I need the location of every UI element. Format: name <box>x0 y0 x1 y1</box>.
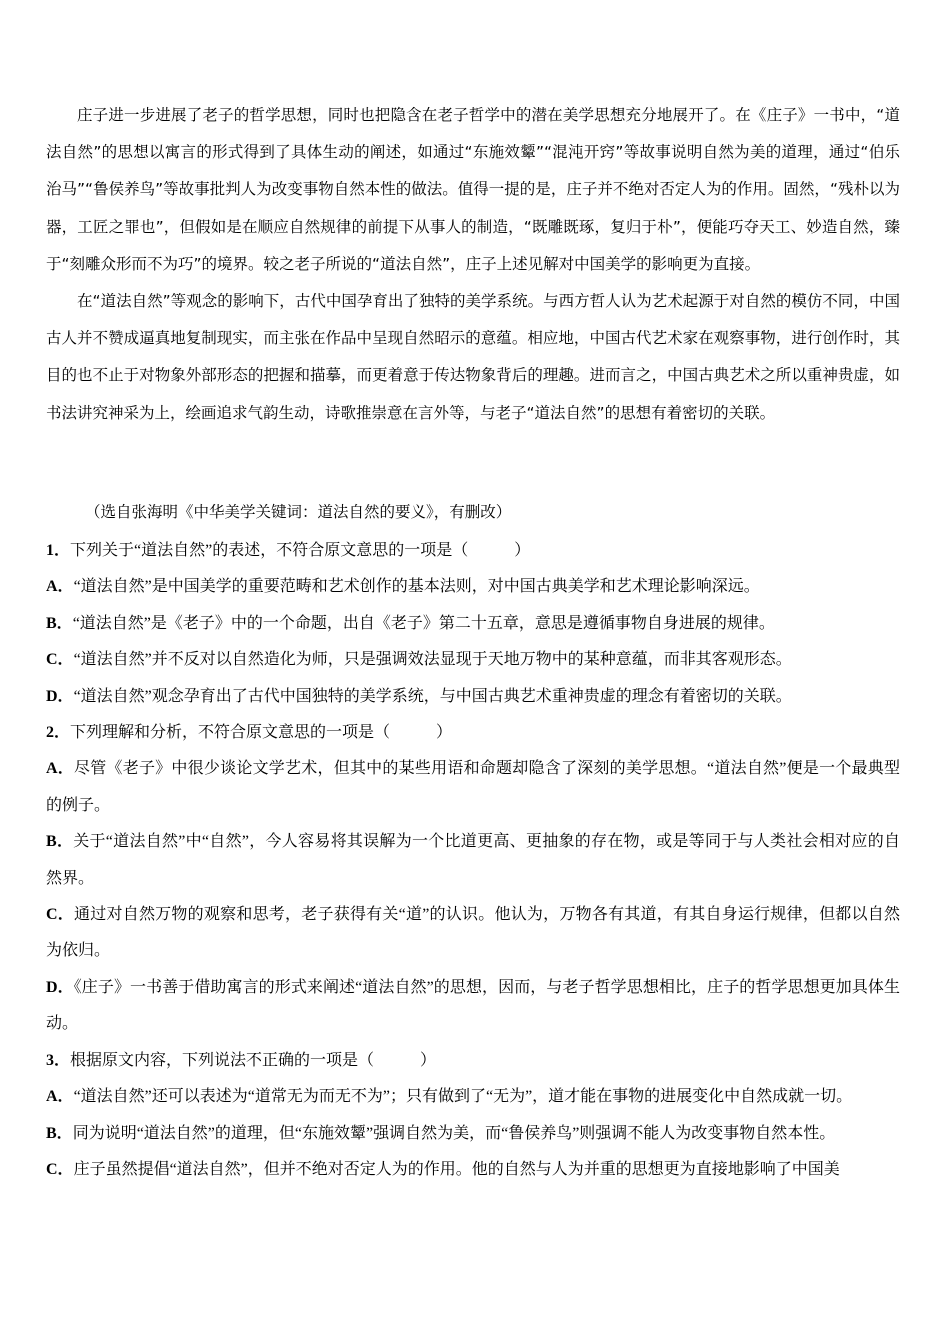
question-1-option-b: B．“道法自然”是《老子》中的一个命题，出自《老子》第二十五章，意思是遵循事物自身进展的规律。 <box>46 614 775 632</box>
question-1-option-a: A．“道法自然”是中国美学的重要范畴和艺术创作的基本法则，对中国古典美学和艺术理论影响深远。 <box>46 578 760 596</box>
question-2: 2．下列理解和分析，不符合原文意思的一项是（ ） <box>46 724 453 742</box>
question-2-option-c: C．通过对自然万物的观察和思考，老子获得有关“道”的认识。他认为，万物各有其道，有其自身运行规律，但都以自然为依归。 <box>46 906 900 960</box>
question-1-option-c: C．“道法自然”并不反对以自然造化为师，只是强调效法显现于天地万物中的某种意蕴，而非其客观形态。 <box>46 651 792 669</box>
question-list <box>46 533 900 1188</box>
question-3-option-a: A．“道法自然”还可以表述为“道常无为而无不为”；只有做到了“无为”，道才能在事物的进展变化中自然成就一切。 <box>46 1088 853 1106</box>
question-3-option-b: B．同为说明“道法自然”的道理，但“东施效颦”强调自然为美，而“鲁侯养鸟”则强调不能人为改变事物自然本性。 <box>46 1124 836 1142</box>
question-2-option-a: A．尽管《老子》中很少谈论文学艺术，但其中的某些用语和命题却隐含了深刻的美学思想。“道法自然”便是一个最典型的例子。 <box>46 760 900 814</box>
passage-source: （选自张海明《中华美学关键词：道法自然的要义》，有删改） <box>85 503 512 521</box>
passage-paragraph-1: 庄子进一步进展了老子的哲学思想，同时也把隐含在老子哲学中的潜在美学思想充分地展开了。在《庄子》一书中，“道法自然”的思想以寓言的形式得到了具体生动的阐述，如通过“东施效颦”“混沌开窍”等故事说明自然为美的道理，通过“伯乐治马”“鲁侯养鸟”等故事批判人为改变事物自然本性的做法。值得一提的是，庄子并不绝对否定人为的作用。固然，“残朴以为器，工匠之罪也”，但假如是在顺应自然规律的前提下从事人的制造，“既雕既琢，复归于朴”，便能巧夺天工、妙造自然，臻于“刻雕众形而不为巧”的境界。较之老子所说的“道法自然”，庄子上述见解对中国美学的影响更为直接。 <box>46 106 900 273</box>
question-3-option-c: C．庄子虽然提倡“道法自然”，但并不绝对否定人为的作用。他的自然与人为并重的思想更为直接地影响了中国美 <box>46 1160 840 1178</box>
question-3: 3．根据原文内容，下列说法不正确的一项是（ ） <box>46 1051 437 1069</box>
question-2-option-d: D．《庄子》一书善于借助寓言的形式来阐述“道法自然”的思想，因而，与老子哲学思想相比，庄子的哲学思想更加具体生动。 <box>46 978 900 1033</box>
passage-paragraph-2: 在“道法自然”等观念的影响下，古代中国孕育出了独特的美学系统。与西方哲人认为艺术起源于对自然的模仿不同，中国古人并不赞成逼真地复制现实，而主张在作品中呈现自然昭示的意蕴。相应地，中国古代艺术家在观察事物，进行创作时，其目的也不止于对物象外部形态的把握和描摹，而更着意于传达物象背后的理趣。进而言之，中国古典艺术之所以重神贵虚，如书法讲究神采为上，绘画追求气韵生动，诗歌推崇意在言外等，与老子“道法自然”的思想有着密切的关联。 <box>46 292 900 422</box>
question-1: 1．下列关于“道法自然”的表述，不符合原文意思的一项是（ ） <box>46 542 531 559</box>
question-1-option-d: D．“道法自然”观念孕育出了古代中国独特的美学系统，与中国古典艺术重神贵虚的理念有着密切的关联。 <box>46 687 792 705</box>
reading-passage <box>46 97 900 432</box>
question-2-option-b: B．关于“道法自然”中“自然”，今人容易将其误解为一个比道更高、更抽象的存在物，或是等同于与人类社会相对应的自然界。 <box>46 833 900 887</box>
